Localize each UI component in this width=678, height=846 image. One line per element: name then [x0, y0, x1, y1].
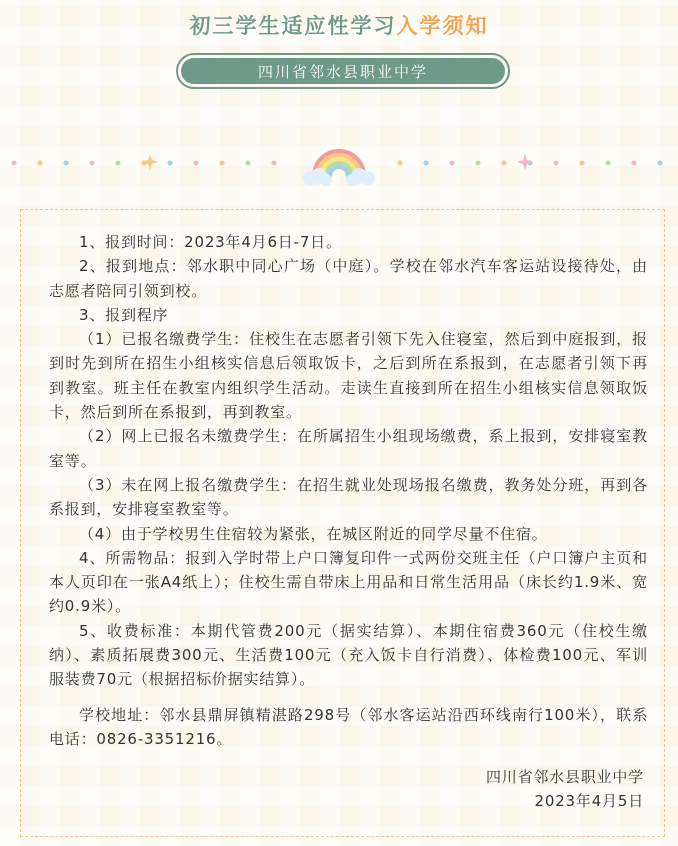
paragraph: 5、收费标准：本期代管费200元（据实结算）、本期住宿费360元（住校生缴纳）、素质拓展费300元、生活费100元（充入饭卡自行消费）、体检费100元、军训服装费70元（根据招标价据实结算）。	[49, 621, 648, 689]
paragraph: 3、报到程序	[79, 305, 169, 324]
signature-block	[49, 765, 648, 813]
paragraph: （3）未在网上报名缴费学生：在招生就业处现场报名缴费，教务处分班，再到各系报到，安排寝室教室等。	[49, 475, 648, 519]
paragraph: （2）网上已报名未缴费学生：在所属招生小组现场缴费，系上报到，安排寝室教室等。	[49, 427, 648, 470]
notice-body	[20, 209, 665, 837]
paragraph: （1）已报名缴费学生：住校生在志愿者引领下先入住寝室，然后到中庭报到，报到时先到所在招生小组核实信息后领取饭卡，之后到所在系报到，在志愿者引领下再到教室。班主任在教室内组织学生活动。走读生直接到所在招生小组核实信息领取饭卡，然后到所在系报到，再到教室。	[49, 330, 648, 422]
title-main: 初三学生适应性学习	[189, 14, 397, 38]
paragraph: 2、报到地点：邻水职中同心广场（中庭）。学校在邻水汽车客运站设接待处，由志愿者陪同引领到校。	[49, 257, 648, 300]
page-title	[0, 10, 678, 40]
title-highlight: 入学须知	[396, 14, 489, 38]
paragraph: 4、所需物品：报到入学时带上户口簿复印件一式两份交班主任（户口簿户主页和本人页印在一张A4纸上）；住校生需自带床上用品和日常生活用品（床长约1.9米、宽约0.9米）。	[49, 548, 648, 616]
school-address: 学校地址：邻水县鼎屏镇精湛路298号（邻水客运站沿西环线南行100米），联系电话：0826-3351216。	[49, 705, 648, 748]
decorative-divider	[0, 140, 678, 190]
paragraph: 1、报到时间：2023年4月6日-7日。	[79, 233, 342, 251]
rainbow-with-clouds-icon	[303, 151, 375, 186]
signature-date: 2023年4月5日	[534, 792, 644, 811]
school-name-banner	[176, 53, 510, 89]
signature-org: 四川省邻水县职业中学	[485, 768, 644, 787]
paragraph: （4）由于学校男生住宿较为紧张，在城区附近的同学尽量不住宿。	[79, 524, 548, 543]
school-name: 四川省邻水县职业中学	[181, 58, 505, 84]
